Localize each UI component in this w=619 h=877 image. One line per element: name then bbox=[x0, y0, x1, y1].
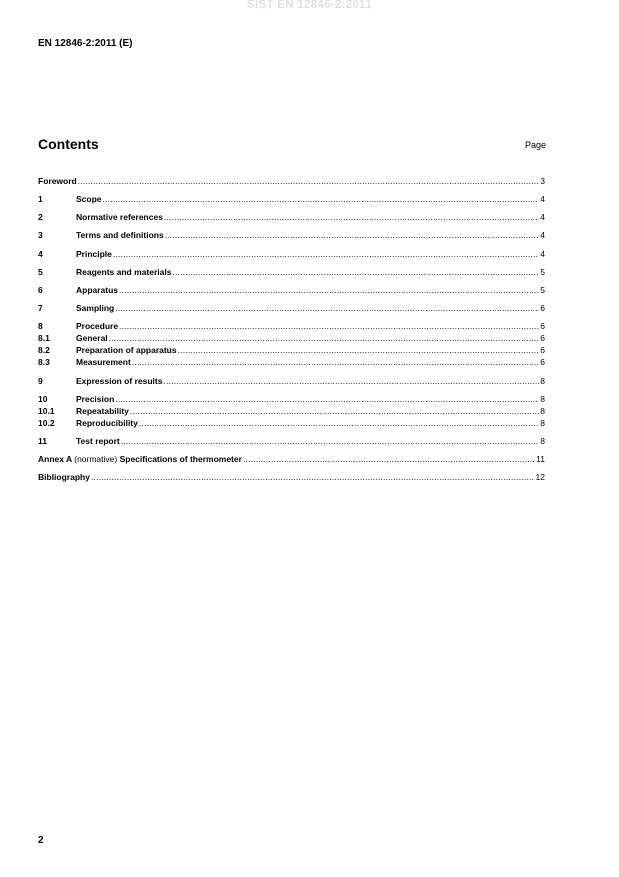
toc-entry-number: 5 bbox=[38, 267, 43, 277]
toc-entry-title: Apparatus bbox=[76, 285, 119, 295]
toc-entry-number: 10.1 bbox=[38, 406, 55, 416]
toc-leader-dots bbox=[115, 394, 539, 405]
toc-leader-dots bbox=[172, 267, 539, 278]
toc-entry-preparation-of-apparatus[interactable] bbox=[38, 345, 545, 356]
toc-entry-page: 11 bbox=[536, 454, 545, 464]
toc-entry-number: 7 bbox=[38, 303, 43, 313]
toc-entry-title: Measurement bbox=[76, 357, 131, 367]
toc-entry-number: 2 bbox=[38, 212, 43, 222]
toc-entry-page: 4 bbox=[540, 212, 545, 222]
toc-entry-title: Terms and definitions bbox=[76, 230, 164, 240]
toc-entry-title: Sampling bbox=[76, 303, 115, 313]
toc-entry-title: Test report bbox=[76, 436, 120, 446]
toc-leader-dots bbox=[165, 230, 540, 241]
toc-entry-number: 10 bbox=[38, 394, 48, 404]
toc-leader-dots bbox=[163, 376, 539, 387]
toc-entry-title: Foreword bbox=[38, 176, 77, 186]
toc-entry-procedure[interactable] bbox=[38, 321, 545, 332]
toc-entry-title: Expression of results bbox=[76, 376, 163, 386]
toc-entry-number: 8.2 bbox=[38, 345, 50, 355]
toc-leader-dots bbox=[113, 249, 539, 260]
toc-entry-number: 6 bbox=[38, 285, 43, 295]
toc-entry-title: Repeatability bbox=[76, 406, 129, 416]
toc-entry-page: 8 bbox=[540, 406, 545, 416]
toc-entry-number: 3 bbox=[38, 230, 43, 240]
toc-entry-principle[interactable] bbox=[38, 249, 545, 260]
toc-entry-number: 8 bbox=[38, 321, 43, 331]
toc-entry-number: 11 bbox=[38, 436, 47, 446]
toc-entry-reagents-and-materials[interactable] bbox=[38, 267, 545, 278]
toc-entry-page: 6 bbox=[540, 303, 545, 313]
toc-entry-measurement[interactable] bbox=[38, 357, 545, 368]
toc-leader-dots bbox=[119, 321, 539, 332]
toc-entry-title: Reproducibility bbox=[76, 418, 138, 428]
toc-entry-bibliography[interactable] bbox=[38, 472, 545, 483]
toc-entry-number: 10.2 bbox=[38, 418, 55, 428]
toc-entry-page: 6 bbox=[540, 321, 545, 331]
toc-entry-number: 4 bbox=[38, 249, 43, 259]
toc-entry-page: 12 bbox=[535, 472, 545, 482]
toc-entry-apparatus[interactable] bbox=[38, 285, 545, 296]
toc-entry-terms-and-definitions[interactable] bbox=[38, 230, 545, 241]
toc-entry-foreword[interactable] bbox=[38, 176, 545, 187]
toc-entry-page: 8 bbox=[540, 394, 545, 404]
annex-label: Annex A bbox=[38, 454, 72, 464]
toc-entry-title: Principle bbox=[76, 249, 112, 259]
toc-entry-title: Precision bbox=[76, 394, 115, 404]
toc-entry-page: 4 bbox=[540, 230, 545, 240]
toc-entry-normative-references[interactable] bbox=[38, 212, 545, 223]
annex-type: (normative) bbox=[74, 454, 118, 464]
toc-leader-dots bbox=[91, 472, 535, 483]
toc-entry-page: 5 bbox=[540, 267, 545, 277]
annex-title: Specifications of thermometer bbox=[119, 454, 242, 464]
toc-entry-title: General bbox=[76, 333, 108, 343]
toc-leader-dots bbox=[164, 212, 539, 223]
toc-entry-annex-a[interactable] bbox=[38, 454, 545, 465]
toc-leader-dots bbox=[109, 333, 540, 344]
toc-entry-title bbox=[38, 454, 242, 465]
toc-leader-dots bbox=[119, 285, 539, 296]
toc-entry-repeatability[interactable] bbox=[38, 406, 545, 417]
toc-entry-general[interactable] bbox=[38, 333, 545, 344]
toc-entry-precision[interactable] bbox=[38, 394, 545, 405]
toc-entry-reproducibility[interactable] bbox=[38, 418, 545, 429]
toc-entry-page: 6 bbox=[540, 357, 545, 367]
toc-entry-number: 1 bbox=[38, 194, 43, 204]
toc-entry-page: 6 bbox=[540, 345, 545, 355]
toc-leader-dots bbox=[103, 194, 540, 205]
toc-entry-page: 4 bbox=[540, 249, 545, 259]
toc-entry-page: 8 bbox=[540, 418, 545, 428]
toc-entry-title: Procedure bbox=[76, 321, 119, 331]
toc-entry-title: Reagents and materials bbox=[76, 267, 172, 277]
page-column-label: Page bbox=[524, 140, 546, 150]
toc-entry-page: 8 bbox=[540, 376, 545, 386]
document-id: EN 12846-2:2011 (E) bbox=[38, 38, 133, 49]
toc-entry-page: 6 bbox=[540, 333, 545, 343]
toc-entry-page: 8 bbox=[540, 436, 545, 446]
toc-leader-dots bbox=[121, 436, 539, 447]
toc-entry-number: 9 bbox=[38, 376, 43, 386]
page-number: 2 bbox=[38, 835, 44, 846]
toc-entry-number: 8.1 bbox=[38, 333, 50, 343]
toc-leader-dots bbox=[139, 418, 539, 429]
toc-leader-dots bbox=[178, 345, 540, 356]
toc-entry-title: Normative references bbox=[76, 212, 163, 222]
toc-entry-number: 8.3 bbox=[38, 357, 50, 367]
toc-entry-test-report[interactable] bbox=[38, 436, 545, 447]
contents-heading: Contents bbox=[38, 136, 99, 152]
toc-entry-title: Bibliography bbox=[38, 472, 90, 482]
toc-leader-dots bbox=[115, 303, 539, 314]
toc-entry-scope[interactable] bbox=[38, 194, 545, 205]
toc-entry-expression-of-results[interactable] bbox=[38, 376, 545, 387]
toc-entry-page: 3 bbox=[540, 176, 545, 186]
toc-entry-sampling[interactable] bbox=[38, 303, 545, 314]
toc-entry-page: 4 bbox=[540, 194, 545, 204]
toc-entry-title: Preparation of apparatus bbox=[76, 345, 177, 355]
toc-leader-dots bbox=[132, 357, 539, 368]
watermark: SIST EN 12846-2:2011 bbox=[247, 0, 372, 11]
toc-leader-dots bbox=[130, 406, 539, 417]
toc-entry-title: Scope bbox=[76, 194, 102, 204]
toc-leader-dots bbox=[78, 176, 540, 187]
toc-leader-dots bbox=[243, 454, 535, 465]
toc-entry-page: 5 bbox=[540, 285, 545, 295]
